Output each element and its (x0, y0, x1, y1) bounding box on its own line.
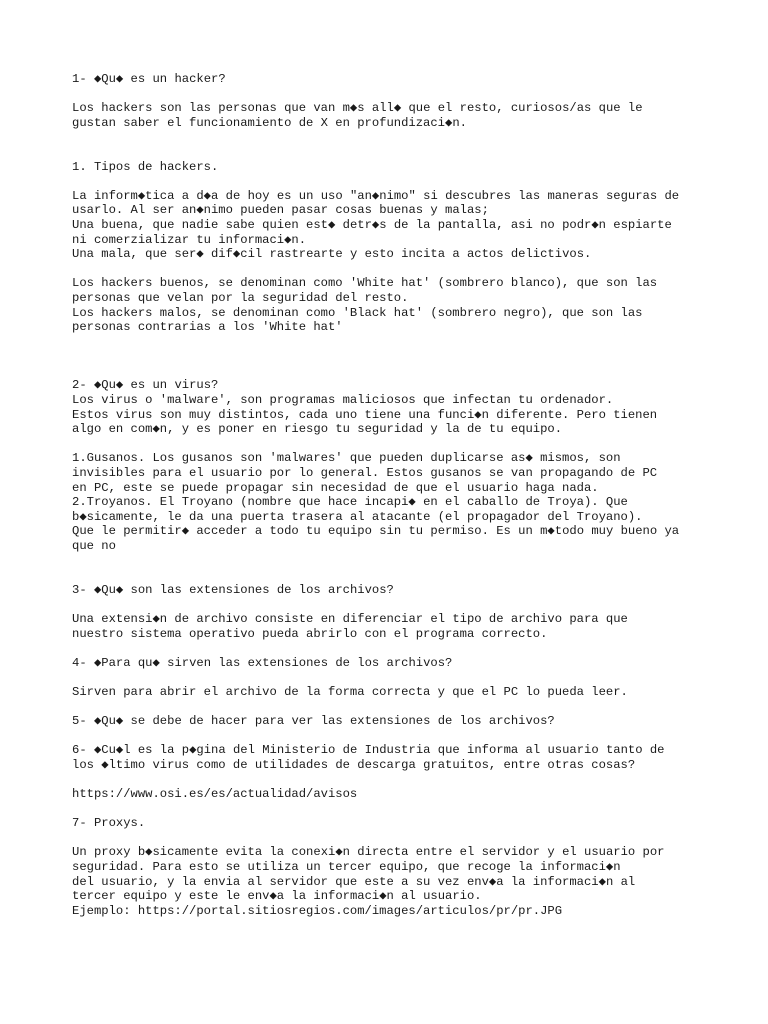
text-line: Los hackers son las personas que van m◆s all◆ que el resto, curiosos/as que le (72, 101, 643, 116)
text-line: Que le permitir◆ acceder a todo tu equipo sin tu permiso. Es un m◆todo muy bueno ya (72, 524, 680, 539)
document-page (72, 72, 712, 933)
text-line: Una extensi◆n de archivo consiste en diferenciar el tipo de archivo para que (72, 611, 628, 626)
text-line: personas contrarias a los 'White hat' (72, 320, 343, 335)
text-line: Ejemplo: https://portal.sitiosregios.com/images/articulos/pr/pr.JPG (72, 903, 563, 918)
text-line: 4- ◆Para qu◆ sirven las extensiones de los archivos? (72, 655, 453, 670)
text-line: 2.Troyanos. El Troyano (nombre que hace incapi◆ en el caballo de Troya). Que (72, 495, 628, 510)
text-line: gustan saber el funcionamiento de X en profundizaci◆n. (72, 115, 467, 130)
paragraph (72, 160, 712, 175)
text-line: La inform◆tica a d◆a de hoy es un uso "an◆nimo" si descubres las maneras seguras de (72, 188, 680, 203)
text-line: los ◆ltimo virus como de utilidades de descarga gratuitos, entre otras cosas? (72, 757, 636, 772)
text-line: seguridad. Para esto se utiliza un tercer equipo, que recoge la informaci◆n (72, 860, 621, 875)
text-line: que no (72, 539, 116, 554)
paragraph (72, 583, 712, 598)
text-line: Una buena, que nadie sabe quien est◆ detr◆s de la pantalla, asi no podr◆n espiarte (72, 217, 672, 232)
text-line: 1- ◆Qu◆ es un hacker? (72, 72, 226, 86)
paragraph (72, 72, 712, 87)
text-line: 2- ◆Qu◆ es un virus? (72, 378, 219, 393)
text-line: tercer equipo y este le env◆a la informaci◆n al usuario. (72, 889, 482, 904)
text-line: Un proxy b◆sicamente evita la conexi◆n directa entre el servidor y el usuario por (72, 845, 665, 860)
text-line: Una mala, que ser◆ dif◆cil rastrearte y esto incita a actos delictivos. (72, 247, 592, 262)
text-line: Los hackers buenos, se denominan como 'White hat' (sombrero blanco), que son las (72, 276, 658, 291)
text-line: personas que velan por la seguridad del resto. (72, 290, 409, 305)
text-line: nuestro sistema operativo pueda abrirlo con el programa correcto. (72, 626, 548, 641)
paragraph (72, 787, 712, 802)
text-line: invisibles para el usuario por lo general. Estos gusanos se van propagando de PC (72, 466, 658, 481)
text-line: Sirven para abrir el archivo de la forma correcta y que el PC lo pueda leer. (72, 684, 628, 699)
text-line: 5- ◆Qu◆ se debe de hacer para ver las extensiones de los archivos? (72, 714, 555, 729)
paragraph (72, 378, 712, 436)
paragraph (72, 743, 712, 772)
paragraph (72, 845, 712, 918)
text-line: algo en com◆n, y es poner en riesgo tu seguridad y la de tu equipo. (72, 422, 563, 437)
text-line: ni comerzializar tu informaci◆n. (72, 232, 307, 247)
paragraph (72, 685, 712, 700)
paragraph (72, 276, 712, 334)
text-line: 6- ◆Cu◆l es la p◆gina del Ministerio de Industria que informa al usuario tanto de (72, 743, 665, 758)
paragraph (72, 101, 712, 130)
paragraph (72, 612, 712, 641)
text-line: 1. Tipos de hackers. (72, 159, 219, 174)
paragraph (72, 656, 712, 671)
paragraph (72, 189, 712, 262)
text-line: Los virus o 'malware', son programas maliciosos que infectan tu ordenador. (72, 393, 614, 408)
text-line: en PC, este se puede propagar sin necesidad de que el usuario haga nada. (72, 480, 599, 495)
text-line: 7- Proxys. (72, 816, 146, 831)
text-line: Los hackers malos, se denominan como 'Black hat' (sombrero negro), que son las (72, 305, 643, 320)
text-line: usarlo. Al ser an◆nimo pueden pasar cosas buenas y malas; (72, 203, 489, 218)
paragraph (72, 714, 712, 729)
text-line: https://www.osi.es/es/actualidad/avisos (72, 787, 358, 802)
paragraph (72, 816, 712, 831)
text-line: 1.Gusanos. Los gusanos son 'malwares' que pueden duplicarse as◆ mismos, son (72, 451, 621, 466)
text-line: b◆sicamente, le da una puerta trasera al atacante (el propagador del Troyano). (72, 509, 643, 524)
paragraph (72, 451, 712, 553)
text-line: del usuario, y la envia al servidor que este a su vez env◆a la informaci◆n al (72, 874, 636, 889)
text-line: Estos virus son muy distintos, cada uno tiene una funci◆n diferente. Pero tienen (72, 407, 658, 422)
text-line: 3- ◆Qu◆ son las extensiones de los archivos? (72, 582, 394, 597)
